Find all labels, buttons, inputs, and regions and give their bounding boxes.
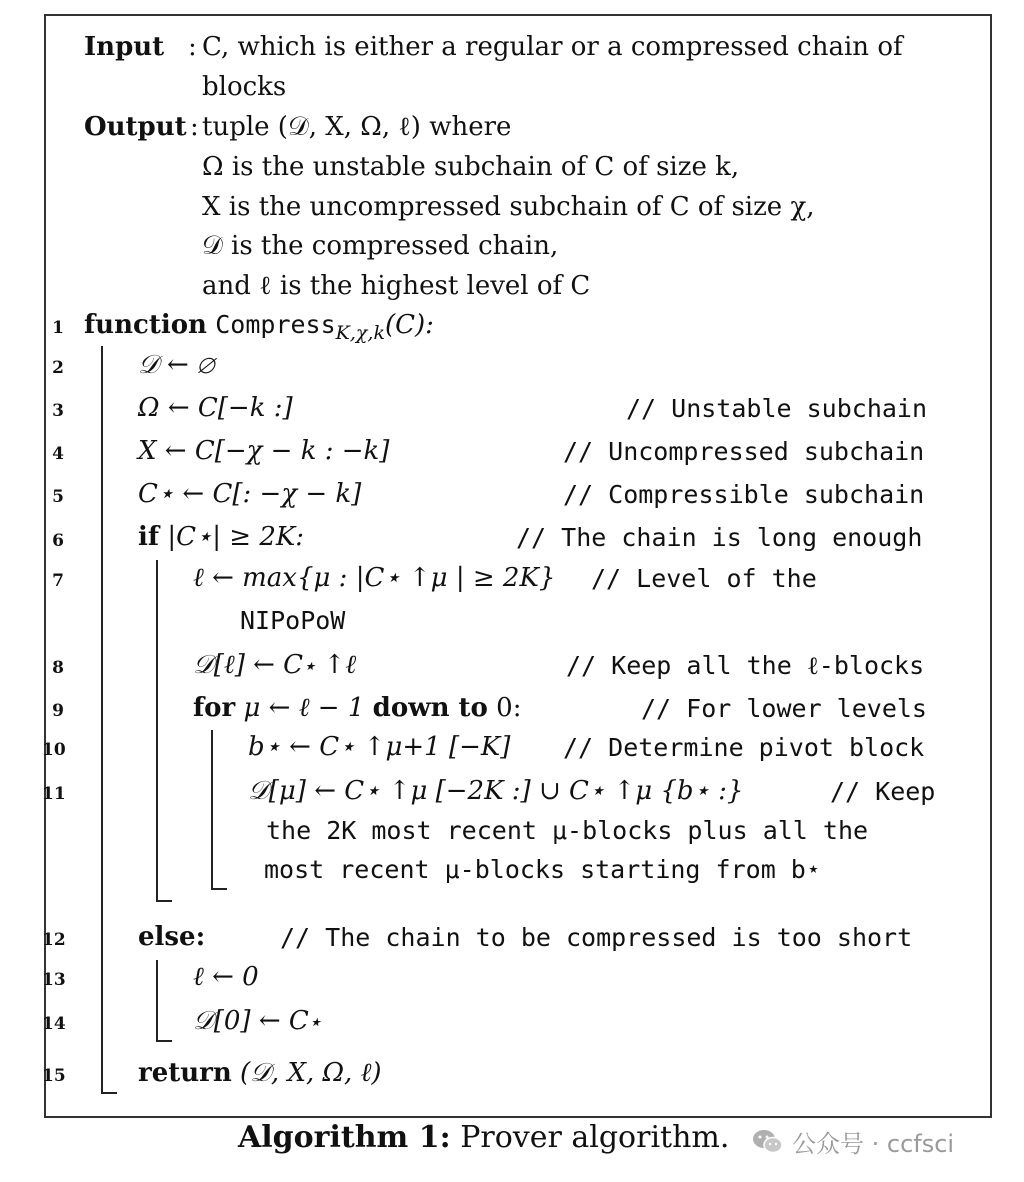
for-bound: 0: <box>496 693 522 723</box>
output-line-5: and ℓ is the highest level of C <box>202 271 591 301</box>
else-block-bar <box>156 960 158 1042</box>
keyword-return: return <box>138 1058 232 1088</box>
line-number: 5 <box>52 487 64 507</box>
comment-6: // The chain is long enough <box>516 523 923 552</box>
if-block-bar <box>156 560 158 902</box>
line-4: X ← C[−χ − k : −k] <box>138 436 390 466</box>
wechat-icon <box>752 1128 784 1156</box>
for-block-end <box>211 888 227 890</box>
algorithm-caption <box>238 1120 729 1155</box>
for-block-bar <box>211 730 213 890</box>
line-number: 11 <box>42 784 66 804</box>
line-10: b⋆ ← C⋆ ↑μ+1 [−K] <box>248 732 511 762</box>
keyword-if: if <box>138 522 160 552</box>
line-13: ℓ ← 0 <box>193 962 259 992</box>
line-number: 14 <box>42 1014 66 1034</box>
watermark <box>752 1124 954 1159</box>
line-7: ℓ ← max{μ : |C⋆ ↑μ | ≥ 2K} <box>193 563 556 593</box>
function-block-bar <box>101 346 103 1094</box>
comment-11-cont-2: most recent μ-blocks starting from b⋆ <box>264 855 821 884</box>
output-line-2: Ω is the unstable subchain of C of size k, <box>202 152 740 182</box>
watermark-text: 公众号 · ccfsci <box>792 1130 955 1158</box>
caption-text: Prover algorithm. <box>450 1120 730 1155</box>
caption-label: Algorithm 1: <box>238 1120 451 1155</box>
line-2: 𝒟 ← ∅ <box>138 350 215 380</box>
return-value: (𝒟, X, Ω, ℓ) <box>240 1058 382 1088</box>
comment-4: // Uncompressed subchain <box>563 437 925 466</box>
line-number: 2 <box>52 358 64 378</box>
if-condition: |C⋆| ≥ 2K: <box>167 522 305 552</box>
line-number: 7 <box>52 571 64 591</box>
line-number: 10 <box>42 740 66 760</box>
if-block-end <box>156 900 172 902</box>
line-number: 8 <box>52 658 64 678</box>
comment-10: // Determine pivot block <box>563 733 925 762</box>
line-15 <box>138 1058 382 1089</box>
output-line-3: X is the uncompressed subchain of C of size χ, <box>202 192 815 222</box>
line-12: else: <box>138 922 206 952</box>
line-8: 𝒟[ℓ] ← C⋆ ↑ℓ <box>193 650 357 680</box>
input-label: Input <box>84 32 165 62</box>
keyword-function: function <box>84 310 207 340</box>
comment-7-cont: NIPoPoW <box>240 606 346 635</box>
line-number: 3 <box>52 401 64 421</box>
line-number: 1 <box>52 318 64 338</box>
line-9 <box>193 693 521 723</box>
line-number: 9 <box>52 701 64 721</box>
output-line-1: tuple (𝒟, X, Ω, ℓ) where <box>202 112 512 142</box>
line-14: 𝒟[0] ← C⋆ <box>193 1006 322 1036</box>
comment-5: // Compressible subchain <box>563 480 925 509</box>
function-name: Compress <box>215 310 336 339</box>
output-line-4: 𝒟 is the compressed chain, <box>202 231 559 261</box>
line-6 <box>138 522 304 552</box>
input-colon: : <box>188 32 197 62</box>
comment-9: // For lower levels <box>641 694 927 723</box>
line-number: 15 <box>42 1066 66 1086</box>
input-line-1: C, which is either a regular or a compressed chain of <box>202 32 903 62</box>
output-colon: : <box>190 112 199 142</box>
comment-11-cont: the 2K most recent μ-blocks plus all the <box>266 816 869 845</box>
output-label: Output <box>84 112 187 142</box>
keyword-down-to: down to <box>372 693 488 723</box>
line-number: 13 <box>42 970 66 990</box>
function-args: (C): <box>384 310 434 340</box>
input-line-2: blocks <box>202 72 287 102</box>
keyword-for: for <box>193 693 236 723</box>
comment-3: // Unstable subchain <box>626 394 928 423</box>
for-variable: μ ← ℓ − 1 <box>243 693 365 723</box>
comment-7: // Level of the <box>591 564 817 593</box>
line-number: 4 <box>52 444 64 464</box>
line-1 <box>84 310 434 344</box>
line-11: 𝒟[μ] ← C⋆ ↑μ [−2K :] ∪ C⋆ ↑μ {b⋆ :} <box>248 776 744 806</box>
comment-8: // Keep all the ℓ-blocks <box>566 651 925 680</box>
comment-12: // The chain to be compressed is too short <box>280 923 913 952</box>
line-3: Ω ← C[−k :] <box>138 393 293 423</box>
line-number: 12 <box>42 930 66 950</box>
comment-11: // Keep <box>830 777 936 806</box>
else-block-end <box>156 1040 172 1042</box>
function-subscript: K,χ,k <box>335 322 385 345</box>
function-block-end <box>101 1092 117 1094</box>
line-number: 6 <box>52 531 64 551</box>
line-5: C⋆ ← C[: −χ − k] <box>138 479 362 509</box>
